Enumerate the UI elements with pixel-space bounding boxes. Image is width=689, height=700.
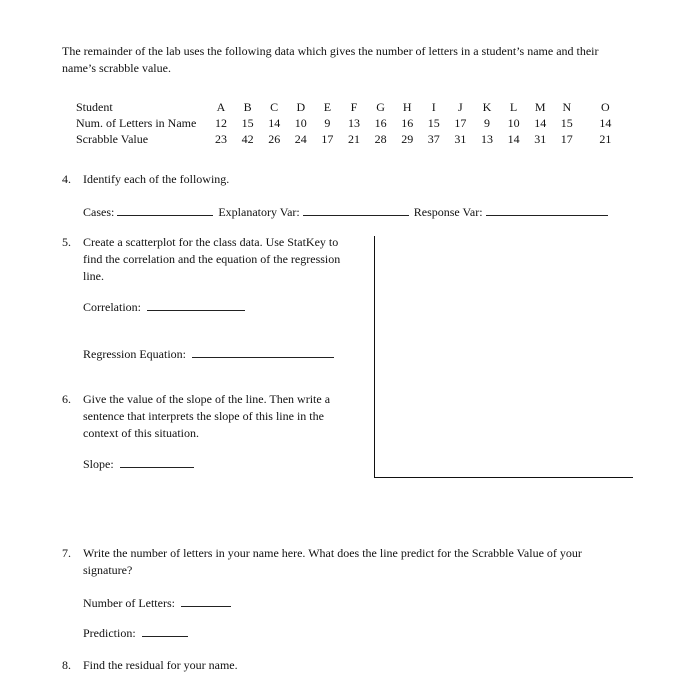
- table-cell: 14: [599, 116, 612, 130]
- table-cell: 31: [534, 132, 547, 146]
- table-cell: 14: [507, 132, 520, 146]
- table-cell: 9: [484, 116, 490, 130]
- table-cell: N: [562, 100, 572, 114]
- slope-label: Slope:: [83, 457, 114, 471]
- question-text: Find the residual for your name.: [83, 658, 238, 672]
- table-cell: O: [601, 100, 610, 114]
- explanatory-blank[interactable]: [303, 204, 409, 216]
- letters-blank[interactable]: [181, 595, 231, 607]
- correlation-row: [83, 299, 245, 315]
- table-cell: 28: [374, 132, 387, 146]
- table-cell: 15: [427, 116, 440, 130]
- row-label-scrabble: Scrabble Value: [76, 132, 149, 146]
- slope-blank[interactable]: [120, 456, 194, 468]
- table-cell: D: [296, 100, 306, 114]
- table-cell: 31: [454, 132, 467, 146]
- table-cell: H: [402, 100, 412, 114]
- question-number: 4.: [62, 172, 71, 186]
- prediction-row: [83, 625, 188, 641]
- regression-label: Regression Equation:: [83, 347, 186, 361]
- regression-blank[interactable]: [192, 346, 334, 358]
- table-cell: 13: [481, 132, 493, 146]
- question-text: Write the number of letters in your name here. What does the line predict for the Scrabble Value of your signature?: [83, 546, 582, 577]
- row-label-letters: Num. of Letters in Name: [76, 116, 197, 130]
- table-cell: 16: [374, 116, 387, 130]
- slope-row: [83, 456, 194, 472]
- table-cell: 29: [401, 132, 414, 146]
- scatterplot-area[interactable]: [374, 236, 633, 478]
- table-cell: J: [458, 100, 463, 114]
- table-cell: 21: [599, 132, 612, 146]
- table-cell: A: [216, 100, 226, 114]
- table-cell: 21: [348, 132, 360, 146]
- table-cell: 10: [294, 116, 307, 130]
- table-cell: M: [534, 100, 546, 114]
- prediction-label: Prediction:: [83, 626, 136, 640]
- table-cell: 17: [321, 132, 334, 146]
- row-label-student: Student: [76, 100, 113, 114]
- question-5: [62, 234, 362, 294]
- table-cell: L: [509, 100, 518, 114]
- table-cell: F: [350, 100, 358, 114]
- table-cell: 10: [507, 116, 520, 130]
- table-cell: 13: [348, 116, 360, 130]
- cases-blank[interactable]: [117, 204, 213, 216]
- table-cell: 12: [215, 116, 227, 130]
- question-text: Create a scatterplot for the class data. Use StatKey to find the correlation and the equation of the regression line.: [83, 235, 341, 283]
- question-number: 6.: [62, 392, 71, 406]
- table-cell: 15: [560, 116, 573, 130]
- table-cell: 16: [401, 116, 414, 130]
- table-cell: G: [376, 100, 385, 114]
- question-number: 7.: [62, 546, 71, 560]
- regression-row: [83, 346, 334, 362]
- question-number: 8.: [62, 658, 71, 672]
- table-cell: 14: [534, 116, 547, 130]
- correlation-blank[interactable]: [147, 299, 245, 311]
- question-text: Identify each of the following.: [83, 172, 230, 186]
- explanatory-label: Explanatory Var:: [218, 205, 300, 219]
- table-cell: 9: [324, 116, 331, 130]
- table-cell: 14: [268, 116, 281, 130]
- question-text: Give the value of the slope of the line. Then write a sentence that interprets the slope of this line in the context of this situation.: [83, 392, 331, 440]
- table-cell: C: [270, 100, 279, 114]
- table-cell: 15: [241, 116, 254, 130]
- cases-label: Cases:: [83, 205, 115, 219]
- question-number: 5.: [62, 235, 71, 249]
- question-6: [62, 391, 362, 446]
- table-cell: 42: [241, 132, 254, 146]
- question-7: [62, 545, 622, 585]
- letters-row: [83, 595, 231, 611]
- prediction-blank[interactable]: [142, 625, 188, 637]
- table-cell: K: [482, 100, 492, 114]
- table-cell: B: [243, 100, 252, 114]
- table-cell: E: [323, 100, 332, 114]
- table-cell: 24: [294, 132, 307, 146]
- intro-paragraph: The remainder of the lab uses the following data which gives the number of letters in a student’s name and their name’s scrabble value.: [62, 44, 599, 75]
- table-cell: I: [431, 100, 436, 114]
- response-label: Response Var:: [413, 205, 483, 219]
- correlation-label: Correlation:: [83, 300, 141, 314]
- table-cell: 23: [215, 132, 227, 146]
- table-cell: 26: [268, 132, 281, 146]
- table-cell: 17: [454, 116, 467, 130]
- letters-label: Number of Letters:: [83, 596, 175, 610]
- table-cell: 17: [560, 132, 573, 146]
- response-blank[interactable]: [486, 204, 608, 216]
- table-cell: 37: [427, 132, 440, 146]
- q4-answers: [83, 204, 608, 220]
